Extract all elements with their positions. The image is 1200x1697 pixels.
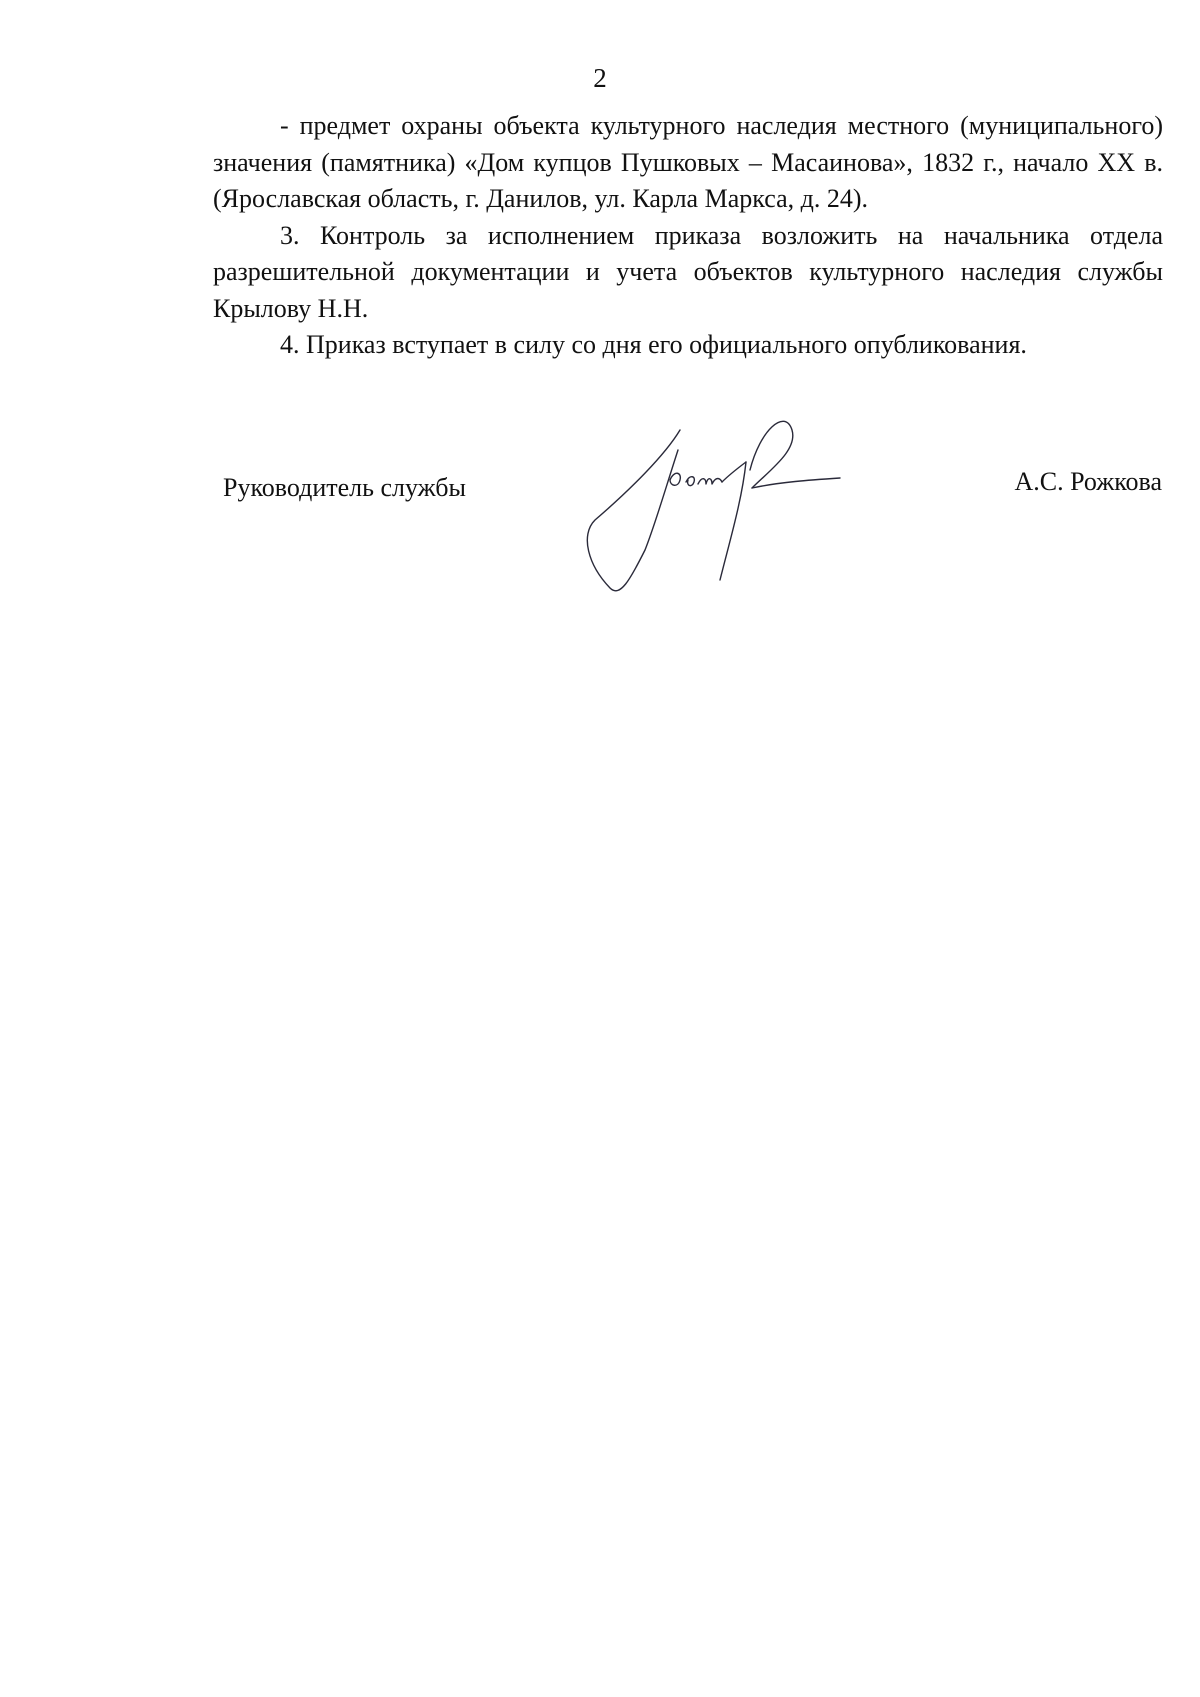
handwritten-signature xyxy=(570,410,850,600)
paragraph-effective-date: 4. Приказ вступает в силу со дня его официального опубликования. xyxy=(280,330,1027,359)
document-body xyxy=(213,108,1163,364)
signatory-position: Руководитель службы xyxy=(223,473,466,502)
paragraph-control: 3. Контроль за исполнением приказа возложить на начальника отдела разрешительной документации и учета объектов культурного наследия службы Крылову Н.Н. xyxy=(213,220,1163,323)
page-number: 2 xyxy=(593,63,607,93)
paragraph-protection-subject: - предмет охраны объекта культурного наследия местного (муниципального) значения (памятника) «Дом купцов Пушковых – Масаинова», 1832 г., начало XX в. (Ярославская область, г. Данилов, ул. Карла Маркса, д. 24). xyxy=(213,111,1163,213)
signature-block xyxy=(0,467,1200,600)
signatory-name: А.С. Рожкова xyxy=(1014,467,1162,496)
